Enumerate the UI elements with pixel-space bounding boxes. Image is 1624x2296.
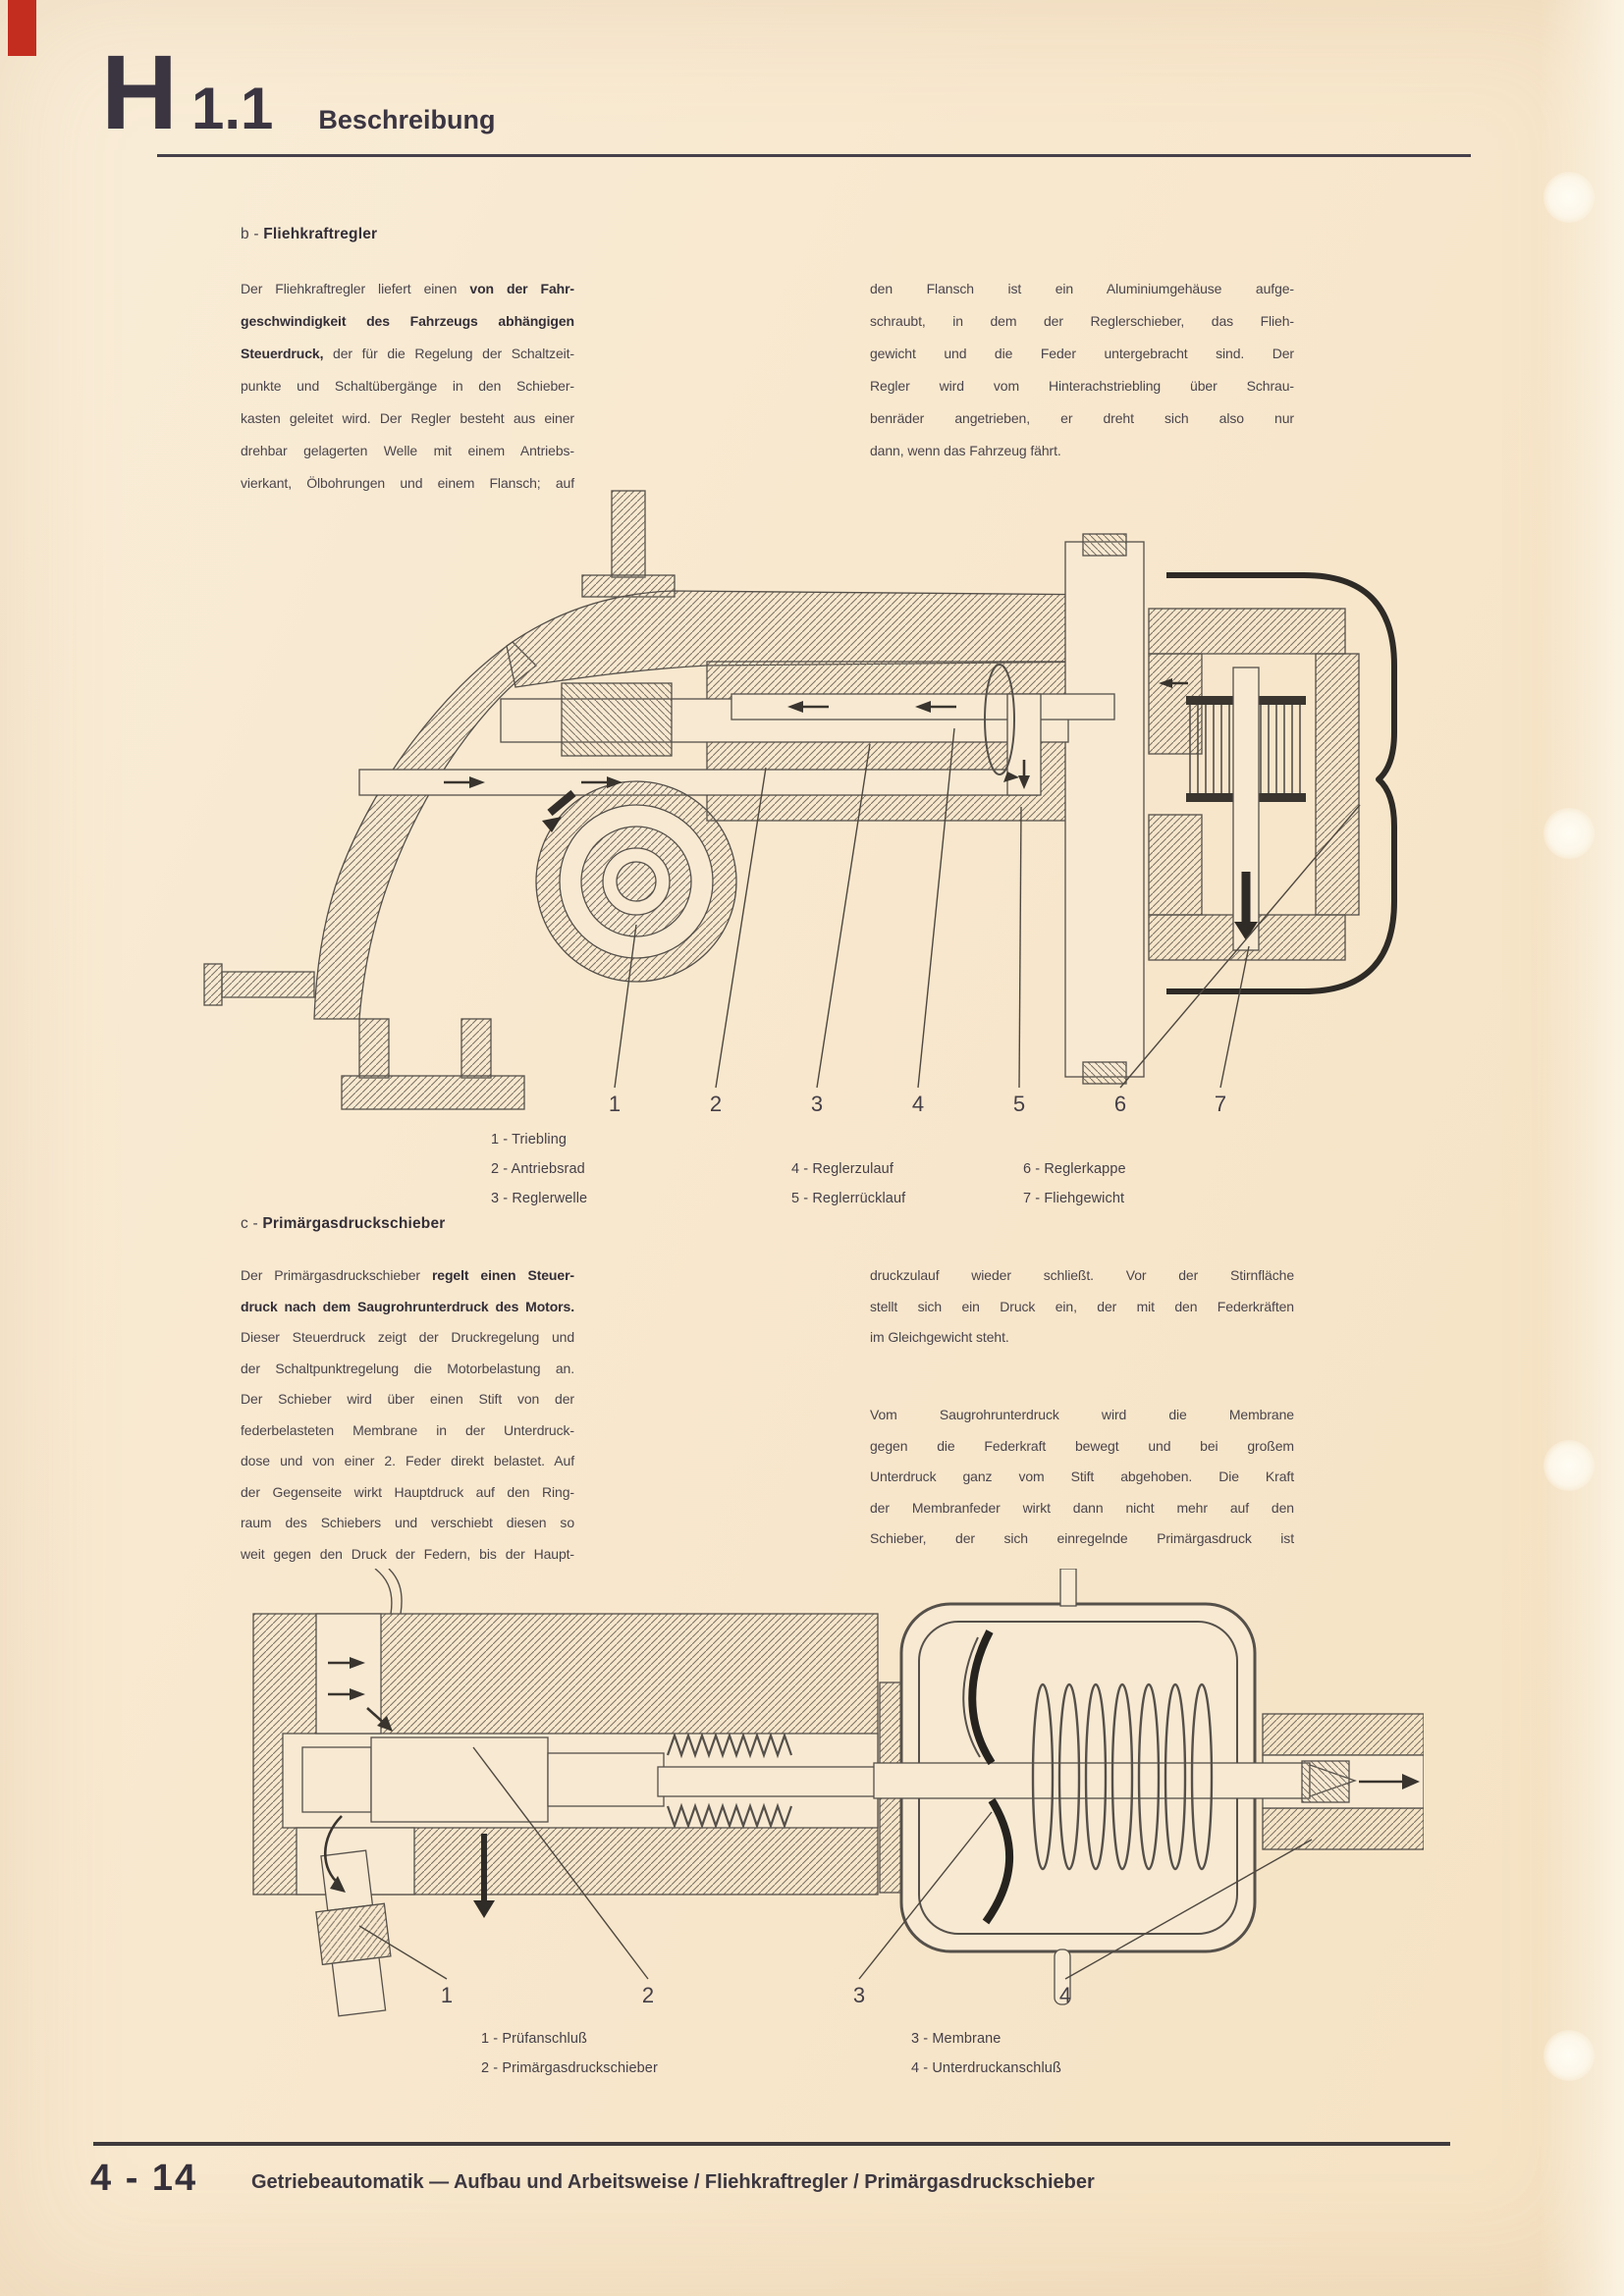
text-line: dann, wenn das Fahrzeug fährt.	[870, 443, 1061, 458]
text-line: punkte und Schaltübergänge in den Schieber-	[241, 378, 574, 394]
flyweight	[1186, 667, 1306, 950]
punch-hole	[1543, 2030, 1595, 2081]
callout-7: 7	[1214, 1092, 1227, 1116]
section-c-title: Primärgasdruckschieber	[262, 1215, 446, 1232]
section-c-heading	[241, 1215, 446, 1233]
callout-4: 4	[911, 1092, 925, 1116]
text-line: gewicht und die Feder untergebracht sind. Der	[870, 346, 1294, 361]
text-line: raum des Schiebers und verschiebt diesen so	[241, 1515, 574, 1530]
governor-cross-section-diagram	[177, 481, 1404, 1129]
diagram1-legend-col3	[1023, 1154, 1126, 1213]
callout-6: 6	[1113, 1092, 1127, 1116]
page-number: 4 - 14	[90, 2158, 198, 2199]
callout-2: 2	[709, 1092, 723, 1116]
chapter-number: 1.1	[191, 76, 274, 141]
text-line: gegen die Federkraft bewegt und bei großem	[870, 1437, 1294, 1454]
callout-5: 5	[1012, 1092, 1026, 1116]
diagram2-legend-col1	[481, 2024, 658, 2083]
callout-2: 2	[641, 1983, 655, 2007]
text-line: der Schaltpunktregelung die Motorbelastung an.	[241, 1360, 574, 1376]
text-line: Schieber, der sich einregelnde Primärgasdruck ist	[870, 1530, 1294, 1546]
diagram1-legend-col1	[491, 1125, 587, 1213]
text-line: schraubt, in dem der Reglerschieber, das Flieh-	[870, 313, 1294, 329]
header-rule	[157, 154, 1471, 157]
callout-3: 3	[810, 1092, 824, 1116]
text-line: stellt sich ein Druck ein, der mit den Federkräften	[870, 1298, 1294, 1314]
text-line: der Gegenseite wirkt Hauptdruck auf den Ring-	[241, 1483, 574, 1500]
section-c-right-column-p1	[870, 1260, 1294, 1354]
page-right-edge	[1540, 0, 1624, 2296]
callout-3: 3	[852, 1983, 866, 2007]
legend-item: 3 - Membrane	[911, 2031, 1001, 2047]
legend-item: 3 - Reglerwelle	[491, 1191, 588, 1206]
valve-body-housing	[253, 1569, 878, 1895]
diagram1-legend-col2	[791, 1154, 905, 1213]
section-b-heading	[241, 226, 377, 243]
text-line: Dieser Steuerdruck zeigt der Druckregelung und	[241, 1329, 574, 1345]
text-line: Steuerdruck, der für die Regelung der Schaltzeit-	[241, 346, 574, 361]
legend-item: 4 - Reglerzulauf	[791, 1161, 893, 1177]
legend-item: 6 - Reglerkappe	[1023, 1161, 1126, 1177]
punch-hole	[1543, 808, 1595, 859]
primary-pressure-valve-diagram	[245, 1569, 1424, 2020]
footer-title: Getriebeautomatik — Aufbau und Arbeitsweise / Fliehkraftregler / Primärgasdruckschieber	[251, 2171, 1095, 2193]
section-b-left-column	[241, 273, 574, 500]
text-line: Unterdruck ganz vom Stift abgehoben. Die Kraft	[870, 1468, 1294, 1484]
valve-rod	[874, 1763, 1355, 1798]
text-line: dose und von einer 2. Feder direkt belastet. Auf	[241, 1453, 574, 1468]
text-line: druckzulauf wieder schließt. Vor der Stirnfläche	[870, 1267, 1294, 1283]
legend-item: 7 - Fliehgewicht	[1023, 1191, 1125, 1206]
callout-4: 4	[1058, 1983, 1072, 2007]
legend-item: 1 - Triebling	[491, 1132, 568, 1148]
chapter-letter: H	[101, 32, 178, 151]
text-line: Vom Saugrohrunterdruck wird die Membrane	[870, 1407, 1294, 1422]
red-corner-mark	[8, 0, 36, 56]
callout-numbers	[609, 1092, 1226, 1116]
section-b-title: Fliehkraftregler	[263, 226, 378, 242]
text-line: Der Primärgasdruckschieber regelt einen Steuer-	[241, 1267, 574, 1283]
section-c-left-column	[241, 1260, 574, 1570]
text-line: der Membranfeder wirkt dann nicht mehr auf den	[870, 1499, 1294, 1516]
text-line: vierkant, Ölbohrungen und einem Flansch; auf	[241, 475, 574, 491]
text-line: federbelasteten Membrane in der Unterdruck-	[241, 1421, 574, 1438]
legend-item: 5 - Reglerrücklauf	[791, 1191, 906, 1206]
text-line: weit gegen den Druck der Federn, bis der Haupt-	[241, 1545, 574, 1562]
text-line: im Gleichgewicht steht.	[870, 1329, 1009, 1345]
legend-item: 1 - Prüfanschluß	[481, 2031, 587, 2047]
section-b-label: b -	[241, 226, 259, 242]
drive-gear	[536, 781, 736, 982]
text-line: drehbar gelagerten Welle mit einem Antriebs-	[241, 443, 574, 458]
text-line: Der Fliehkraftregler liefert einen von der Fahr-	[241, 281, 574, 296]
text-line: geschwindigkeit des Fahrzeugs abhängigen	[241, 313, 574, 329]
callout-1: 1	[440, 1983, 454, 2007]
legend-item: 2 - Antriebsrad	[491, 1161, 585, 1177]
callout-numbers	[441, 1983, 1071, 2007]
callout-1: 1	[608, 1092, 622, 1116]
section-c-label: c -	[241, 1215, 258, 1232]
text-line: Regler wird vom Hinterachstriebling über Schrau-	[870, 378, 1294, 394]
punch-hole	[1543, 172, 1595, 223]
chapter-subtitle: Beschreibung	[318, 105, 496, 134]
page-header	[101, 32, 496, 151]
punch-hole	[1543, 1440, 1595, 1491]
text-line: benräder angetrieben, er dreht sich also nur	[870, 410, 1294, 426]
footer-rule	[93, 2142, 1450, 2146]
section-c-right-column-p2	[870, 1400, 1294, 1555]
diagram2-legend-col2	[911, 2024, 1061, 2083]
legend-item: 2 - Primärgasdruckschieber	[481, 2060, 658, 2076]
legend-item: 4 - Unterdruckanschluß	[911, 2060, 1061, 2076]
governor-cap	[1149, 575, 1394, 991]
text-line: Der Schieber wird über einen Stift von der	[241, 1391, 574, 1407]
text-line: druck nach dem Saugrohrunterdruck des Motors.	[241, 1298, 574, 1314]
text-line: den Flansch ist ein Aluminiumgehäuse aufge-	[870, 281, 1294, 296]
section-b-right-column	[870, 273, 1294, 467]
governor-flange	[1065, 534, 1144, 1084]
text-line: kasten geleitet wird. Der Regler besteht aus einer	[241, 410, 574, 426]
